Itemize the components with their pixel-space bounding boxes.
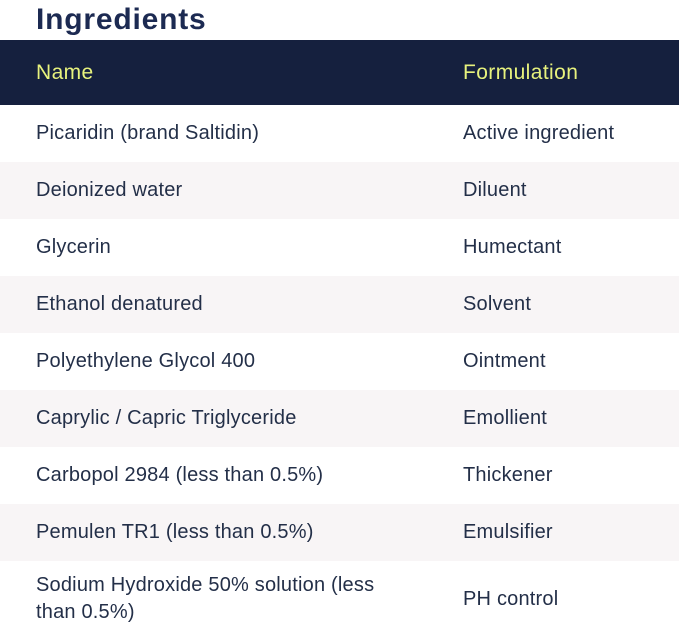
- formulation-value: Active ingredient: [463, 122, 615, 144]
- ingredient-name: Pemulen TR1 (less than 0.5%): [36, 521, 314, 543]
- formulation-value: Thickener: [463, 464, 553, 486]
- ingredient-name: Polyethylene Glycol 400: [36, 350, 256, 372]
- column-header-formulation: Formulation: [463, 61, 579, 84]
- formulation-value: Diluent: [463, 179, 527, 201]
- column-header-name: Name: [36, 61, 94, 84]
- formulation-value: Ointment: [463, 350, 546, 372]
- table-row: [0, 105, 679, 162]
- formulation-value: PH control: [463, 587, 559, 610]
- ingredient-name: Sodium Hydroxide 50% solution (less than 0.5%): [36, 574, 375, 623]
- table-body: [0, 105, 679, 637]
- table-row: [0, 447, 679, 504]
- page-title: Ingredients: [36, 3, 207, 36]
- ingredient-name: Glycerin: [36, 236, 111, 258]
- table-row: [0, 390, 679, 447]
- ingredient-name: Caprylic / Capric Triglyceride: [36, 407, 297, 429]
- table-row: [0, 333, 679, 390]
- table-row: [0, 219, 679, 276]
- ingredient-name: Ethanol denatured: [36, 293, 203, 315]
- table-row: [0, 162, 679, 219]
- ingredient-name: Deionized water: [36, 179, 183, 201]
- formulation-value: Emollient: [463, 407, 548, 429]
- table-row: [0, 276, 679, 333]
- table-header-row: [0, 40, 679, 105]
- formulation-value: Emulsifier: [463, 521, 553, 543]
- table-row: [0, 561, 679, 637]
- formulation-value: Solvent: [463, 293, 532, 315]
- table-row: [0, 504, 679, 561]
- formulation-value: Humectant: [463, 236, 562, 258]
- ingredient-name: Picaridin (brand Saltidin): [36, 122, 260, 144]
- ingredient-name: Carbopol 2984 (less than 0.5%): [36, 464, 324, 486]
